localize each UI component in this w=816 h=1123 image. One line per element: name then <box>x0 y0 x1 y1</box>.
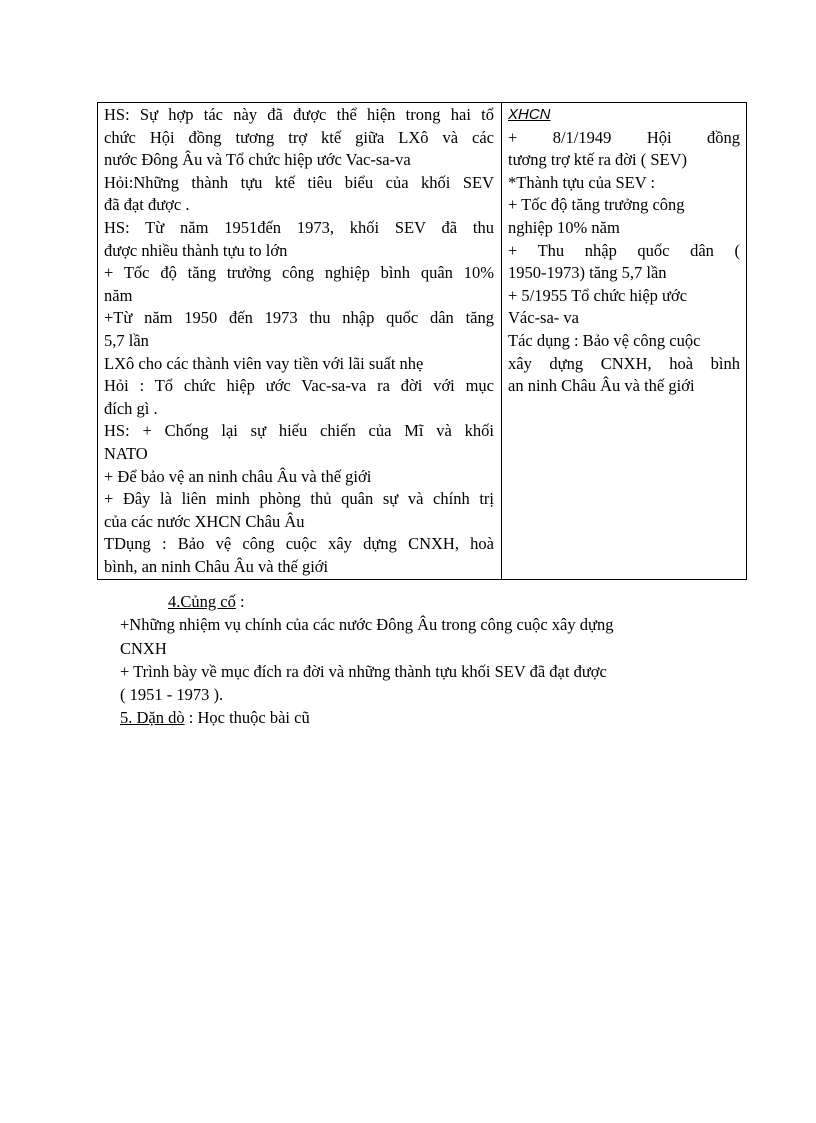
left-cell-line: Hỏi:Những thành tựu ktế tiêu biểu của khối SEV <box>104 172 494 192</box>
right-heading: XHCN <box>508 106 551 123</box>
left-cell-line: HS: + Chống lại sự hiếu chiến của Mĩ và khối <box>104 421 494 441</box>
lesson-table <box>97 102 747 580</box>
left-cell-line: đích gì . <box>104 398 158 418</box>
left-cell-line: được nhiều thành tựu to lớn <box>104 240 288 260</box>
left-cell-line: đã đạt được . <box>104 195 190 215</box>
right-cell-line: 1950-1973) tăng 5,7 lần <box>508 263 667 283</box>
right-cell-line: xây dựng CNXH, hoà bình <box>508 353 740 373</box>
right-cell-line: + 8/1/1949 Hội đồng <box>508 127 740 147</box>
consolidation-line: + Trình bày về mục đích ra đời và những thành tựu khối SEV đã đạt được <box>120 661 607 681</box>
left-cell-line: TDụng : Bảo vệ công cuộc xây dựng CNXH, hoà <box>104 534 494 554</box>
left-cell-line: + Để bảo vệ an ninh châu Âu và thế giới <box>104 466 372 486</box>
homework-label: 5. Dặn dò <box>120 708 185 728</box>
right-cell-line: *Thành tựu của SEV : <box>508 172 656 192</box>
left-cell-line: chức Hội đồng tương trợ ktế giữa LXô và các <box>104 127 494 147</box>
consolidation-line: +Những nhiệm vụ chính của các nước Đông Âu trong công cuộc xây dựng <box>120 615 614 635</box>
left-cell-line: bình, an ninh Châu Âu và thế giới <box>104 556 329 576</box>
left-cell-line: 5,7 lần <box>104 330 149 350</box>
homework-line <box>120 706 720 729</box>
table-row <box>98 103 747 580</box>
key-content-cell <box>502 103 747 580</box>
right-cell-line: + 5/1955 Tổ chức hiệp ước <box>508 285 688 305</box>
right-cell-line: nghiệp 10% năm <box>508 217 620 237</box>
left-cell-line: NATO <box>104 443 148 463</box>
consolidation-line: CNXH <box>120 638 167 658</box>
right-cell-line: + Tốc độ tăng trưởng công <box>508 195 685 215</box>
left-cell-line: nước Đông Âu và Tổ chức hiệp ước Vac-sa-va <box>104 150 411 170</box>
teacher-student-activity-cell <box>98 103 502 580</box>
left-cell-line: năm <box>104 285 133 305</box>
right-cell-line: Tác dụng : Bảo vệ công cuộc <box>508 330 701 350</box>
right-cell-line: Vác-sa- va <box>508 308 579 328</box>
homework-text: : Học thuộc bài cũ <box>184 708 310 728</box>
consolidation-line: ( 1951 - 1973 ). <box>120 685 224 705</box>
left-cell-line: HS: Sự hợp tác này đã được thể hiện trong hai tổ <box>104 105 494 124</box>
consolidation-section <box>120 590 720 730</box>
left-cell-line: + Tốc độ tăng trưởng công nghiệp bình quân 10% <box>104 263 494 283</box>
left-cell-line: +Từ năm 1950 đến 1973 thu nhập quốc dân tăng <box>104 308 494 328</box>
left-cell-line: LXô cho các thành viên vay tiền với lãi suất nhẹ <box>104 353 424 373</box>
left-cell-line: + Đây là liên minh phòng thủ quân sự và chính trị <box>104 489 494 509</box>
right-cell-line: tương trợ ktế ra đời ( SEV) <box>508 150 688 170</box>
right-cell-line: an ninh Châu Âu và thế giới <box>508 376 695 396</box>
left-cell-line: Hỏi : Tổ chức hiệp ước Vac-sa-va ra đời với mục <box>104 376 494 396</box>
left-cell-line: của các nước XHCN Châu Âu <box>104 511 305 531</box>
left-cell-line: HS: Từ năm 1951đến 1973, khối SEV đã thu <box>104 217 494 237</box>
right-cell-line: + Thu nhập quốc dân ( <box>508 240 740 260</box>
consolidation-heading <box>120 590 720 613</box>
consolidation-heading-suffix: : <box>235 592 245 611</box>
consolidation-heading-label: 4.Củng cố <box>168 592 236 611</box>
